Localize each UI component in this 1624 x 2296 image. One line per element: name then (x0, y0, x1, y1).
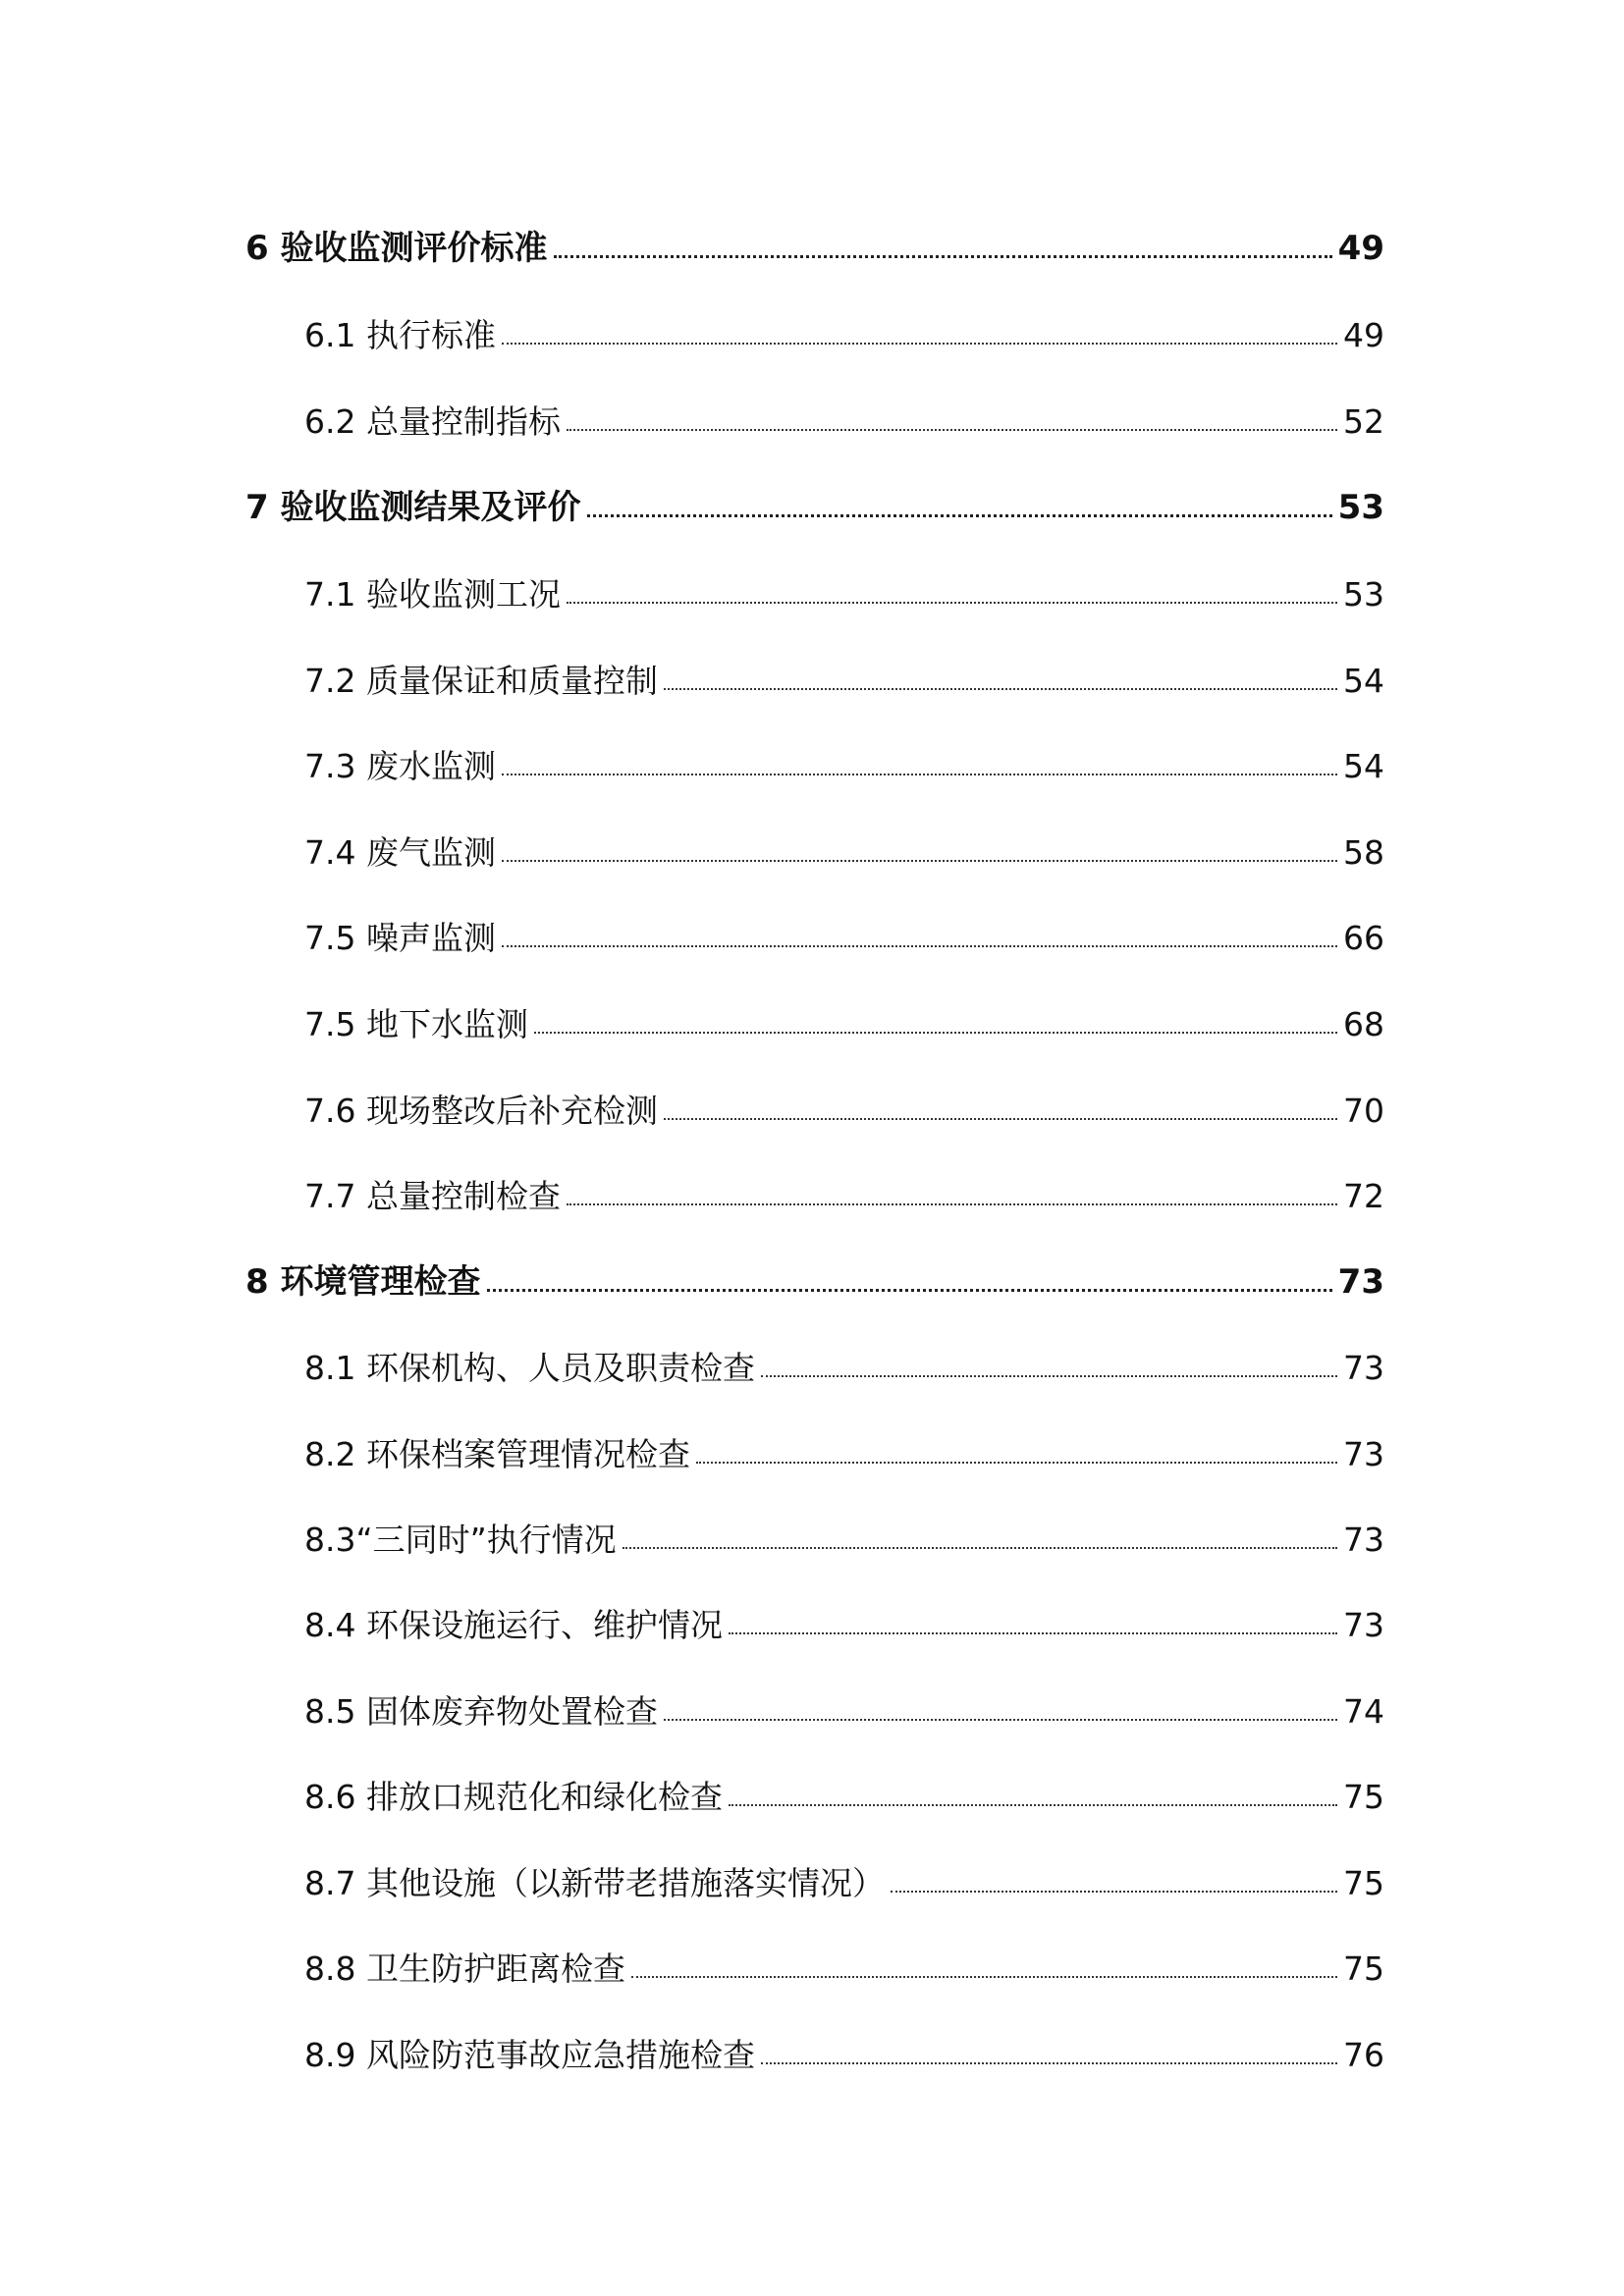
toc-entry-title: 8.5 固体废弃物处置检查 (304, 1692, 658, 1731)
toc-entry-page: 54 (1343, 662, 1384, 700)
toc-entry-title: 6 验收监测评价标准 (245, 229, 548, 268)
toc-leader-dots (729, 1632, 1337, 1634)
toc-entry[interactable] (245, 2020, 1384, 2074)
toc-entry[interactable] (245, 560, 1384, 614)
toc-entry[interactable] (245, 1934, 1384, 1988)
toc-entry-title: 8.8 卫生防护距离检查 (304, 1949, 625, 1988)
toc-leader-dots (664, 1118, 1337, 1120)
toc-entry[interactable] (245, 1505, 1384, 1559)
toc-leader-dots (631, 1976, 1337, 1978)
toc-entry-title: 7.5 噪声监测 (304, 919, 496, 957)
toc-leader-dots (664, 688, 1337, 690)
toc-entry[interactable] (245, 818, 1384, 872)
toc-entry-title: 7.4 废气监测 (304, 833, 496, 872)
toc-leader-dots (534, 1032, 1337, 1034)
toc-entry-page: 73 (1337, 1262, 1384, 1302)
toc-entry-page: 72 (1343, 1177, 1384, 1215)
toc-leader-dots (664, 1719, 1337, 1721)
toc-entry-page: 75 (1343, 1949, 1384, 1988)
toc-entry-page: 66 (1343, 919, 1384, 957)
toc-entry-page: 53 (1343, 575, 1384, 614)
toc-entry[interactable] (245, 214, 1384, 268)
toc-leader-dots (554, 255, 1332, 258)
toc-entry-page: 70 (1343, 1092, 1384, 1130)
toc-entry[interactable] (245, 1161, 1384, 1215)
toc-leader-dots (567, 602, 1337, 604)
toc-entry-title: 8.6 排放口规范化和绿化检查 (304, 1778, 723, 1816)
toc-leader-dots (729, 1804, 1337, 1806)
toc-entry[interactable] (245, 1248, 1384, 1302)
toc-entry[interactable] (245, 387, 1384, 441)
toc-leader-dots (761, 1375, 1337, 1377)
toc-entry-title: 6.2 总量控制指标 (304, 402, 561, 441)
toc-entry-page: 54 (1343, 747, 1384, 785)
toc-leader-dots (502, 945, 1337, 947)
toc-leader-dots (567, 1203, 1337, 1205)
toc-entry-title: 7.7 总量控制检查 (304, 1177, 561, 1215)
toc-entry[interactable] (245, 903, 1384, 957)
toc-entry-page: 68 (1343, 1005, 1384, 1043)
toc-leader-dots (567, 429, 1337, 431)
toc-entry-page: 53 (1337, 488, 1384, 527)
toc-entry-page: 76 (1343, 2036, 1384, 2074)
toc-entry-title: 7.2 质量保证和质量控制 (304, 662, 658, 700)
toc-leader-dots (502, 774, 1337, 775)
toc-entry-title: 6.1 执行标准 (304, 316, 496, 354)
toc-entry-title: 7 验收监测结果及评价 (245, 488, 581, 527)
toc-entry-page: 49 (1343, 316, 1384, 354)
toc-leader-dots (761, 2062, 1337, 2064)
toc-entry-page: 75 (1343, 1864, 1384, 1902)
toc-entry[interactable] (245, 1076, 1384, 1130)
toc-entry[interactable] (245, 473, 1384, 527)
toc-leader-dots (487, 1289, 1332, 1292)
toc-entry-title: 7.1 验收监测工况 (304, 575, 561, 614)
toc-entry-page: 49 (1337, 229, 1384, 268)
toc-entry[interactable] (245, 989, 1384, 1041)
toc-leader-dots (891, 1891, 1337, 1893)
toc-entry-page: 52 (1343, 402, 1384, 441)
toc-entry-title: 8.7 其他设施（以新带老措施落实情况） (304, 1864, 885, 1902)
toc-leader-dots (623, 1547, 1337, 1549)
toc-entry[interactable] (245, 1677, 1384, 1731)
toc-entry[interactable] (245, 1848, 1384, 1902)
toc-entry[interactable] (245, 1419, 1384, 1473)
toc-leader-dots (696, 1462, 1337, 1464)
toc-entry-title: 8.4 环保设施运行、维护情况 (304, 1606, 723, 1644)
toc-entry-title: 8.9 风险防范事故应急措施检查 (304, 2036, 755, 2074)
toc-leader-dots (502, 860, 1337, 862)
toc-entry[interactable] (245, 1590, 1384, 1644)
toc-entry-page: 73 (1343, 1435, 1384, 1473)
toc-entry-title: 8.3“三同时”执行情况 (304, 1521, 617, 1559)
toc-entry[interactable] (245, 646, 1384, 700)
toc-entry-title: 8.1 环保机构、人员及职责检查 (304, 1349, 755, 1387)
toc-entry-page: 73 (1343, 1349, 1384, 1387)
toc-leader-dots (502, 343, 1337, 345)
toc-entry[interactable] (245, 731, 1384, 785)
toc-entry-title: 8 环境管理检查 (245, 1262, 481, 1302)
toc-entry-page: 73 (1343, 1606, 1384, 1644)
toc-entry-title: 7.5 地下水监测 (304, 1005, 528, 1043)
toc-entry-page: 58 (1343, 833, 1384, 872)
toc-entry[interactable] (245, 1762, 1384, 1816)
toc-entry-page: 73 (1343, 1521, 1384, 1559)
toc-entry-title: 7.6 现场整改后补充检测 (304, 1092, 658, 1130)
toc-entry-title: 8.2 环保档案管理情况检查 (304, 1435, 690, 1473)
toc-entry[interactable] (245, 1333, 1384, 1387)
toc-entry[interactable] (245, 300, 1384, 354)
toc-entry-page: 74 (1343, 1692, 1384, 1731)
toc-entry-title: 7.3 废水监测 (304, 747, 496, 785)
toc-entry-page: 75 (1343, 1778, 1384, 1816)
toc-leader-dots (587, 514, 1332, 517)
